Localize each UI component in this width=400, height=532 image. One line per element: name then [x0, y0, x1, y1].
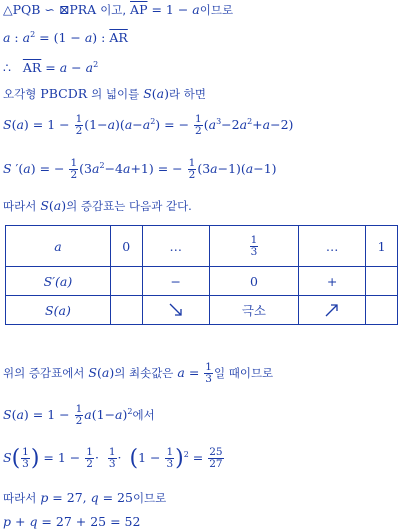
fraction-numerator: 1: [250, 233, 258, 246]
table-cell: 1: [366, 226, 398, 267]
derivative-formula: S ′(a) = − $\frac{1}{2}$ $(3a^2-4a+1)$ = − $\frac{1}{2}$ (3a−1)(a−1): [3, 157, 277, 181]
table-cell: +: [298, 267, 365, 296]
label: 이므로: [199, 3, 234, 17]
table-cell: 0: [209, 267, 298, 296]
label: 오각형: [3, 87, 37, 101]
table-cell: 0: [110, 226, 142, 267]
ratio-line: a : $a^2 = (1 - a)$ : $\overline{AR}$: [3, 30, 128, 45]
table-cell: [209, 226, 298, 267]
label: 이므로: [132, 491, 167, 505]
decreasing-arrow-icon: [167, 301, 185, 319]
table-cell: 극소: [209, 296, 298, 325]
table-cell: …: [298, 226, 365, 267]
label: 의 넓이를: [91, 87, 140, 101]
table-cell: [366, 267, 398, 296]
label: 일 때이므로: [213, 366, 274, 380]
final-answer: p + q = 27 + 25 = 52: [3, 514, 141, 529]
evaluation-line: S( $\frac{1}{3}$ ) = 1 − $\frac{1}{2}$ · $\frac{1}{3}$ · (1 − $\frac{1}{3}$ )$^2$ = $\frac{25}{27}$: [3, 446, 223, 471]
pq-values: 따라서 p = 27, q = 25이므로: [3, 490, 167, 505]
similarity-line: △PQB ∽ ⊠PRA 이고, $\overline{AP} = 1 - a$이므로: [3, 2, 234, 17]
label: 의 최솟값은: [114, 366, 174, 380]
table-intro: 따라서 S(a)의 증감표는 다음과 같다.: [3, 198, 192, 213]
label: 따라서: [3, 491, 37, 505]
pentagon-line: 오각형 PBCDR 의 넓이를 S(a)라 하면: [3, 86, 206, 101]
table-cell: …: [142, 226, 209, 267]
table-cell: S(a): [6, 296, 111, 325]
minimum-line: 위의 증감표에서 S(a)의 최솟값은 a = $\frac{1}{3}$ 일 때이므로: [3, 361, 274, 385]
ar-line: ∴ $\overline{AR} = a - a^2$: [3, 60, 99, 75]
increasing-arrow-icon: [323, 301, 341, 319]
label: 에서: [132, 408, 155, 422]
label: 의 증감표는 다음과 같다.: [66, 199, 192, 213]
table-cell: [142, 296, 209, 325]
table-row: [6, 267, 398, 296]
table-cell: [366, 296, 398, 325]
label: 따라서: [3, 199, 37, 213]
table-cell: [110, 267, 142, 296]
simplified-area: S(a) = 1 − $\frac{1}{2}$ $a(1-a)^2$에서: [3, 403, 155, 427]
fraction-denominator: 3: [250, 245, 258, 258]
table-cell: −: [142, 267, 209, 296]
label: 이고,: [100, 3, 127, 17]
label: 라 하면: [169, 87, 206, 101]
variation-table: [5, 225, 398, 325]
table-cell: a: [6, 226, 111, 267]
table-cell: S′(a): [6, 267, 111, 296]
area-formula: S(a) = 1 − $\frac{1}{2}$ $(1-a)(a-a^2)$ = − $\frac{1}{2}$ $(a^3-2a^2+a-2)$: [3, 113, 294, 137]
table-cell: [110, 296, 142, 325]
table-row: [6, 296, 398, 325]
table-row: [6, 226, 398, 267]
label: 위의 증감표에서: [3, 366, 85, 380]
table-cell: [298, 296, 365, 325]
